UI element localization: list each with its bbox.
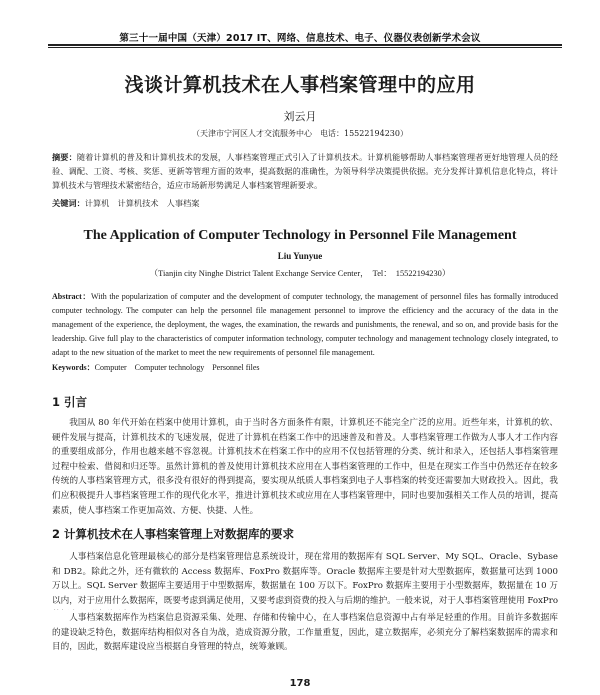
- section-paragraph: 我国从 80 年代开始在档案中使用计算机，由于当时各方面条件有限，计算机还不能完全广泛的应用。近些年来，计算机的软、硬件发展与提高，计算机技术的飞速发展，促进了计算机在档案工作中的迅速普及和普及。人事档案管理工作做为人事人才工作内容的重要组成部分，作用也越来越不容忽视。计算机技术在档案工作中的应用不仅包括管理的分类、统计和录入，还包括人事档案管理过程中检索、借阅和归还等。虽然计算机的普及使用计算机技术应用在人事档案管理的工作中，但是在现实工作当中仍然还存在较多传统的人事档案管理方式，很多没有很好的得到提高，要实现从纸质人事档案到电子人事档案的转变还需要加大财政投入。因此，我们应积极提升人事档案管理工作的现代化水平，推进计算机技术或应用在人事档案管理中，同时也要加强相关工作人员的培训，提高素质，使人事档案工作更加高效、方便、快捷、人性。: [52, 418, 558, 516]
- title-english: The Application of Computer Technology in Personnel File Management: [83, 228, 517, 243]
- abstract-english: [52, 290, 558, 362]
- section-heading-introduction: 1 引言: [52, 395, 88, 409]
- author-english: Liu Yunyue: [277, 251, 323, 261]
- abstract-chinese-text: 随着计算机的普及和计算机技术的发展，人事档案管理正式引入了计算机技术。计算机能够帮助人事档案管理者更好地管理人员的经验、调配、工资、考核、奖惩、更新等管理方面的效率，提高数据的准确性，为领导科学决策提供依据。充分发挥计算机信息化特点，将计算机技术与管理技术紧密结合，适应市场新形势满足人事档案管理新要求。: [52, 152, 558, 190]
- section-paragraph: 人事档案数据库作为档案信息资源采集、处理、存储和传输中心，在人事档案信息资源中占有举足轻重的作用。目前许多数据库的建设缺乏特色，数据库结构相似对各自为战，造成资源分散，工作量重复，因此，建立数据库，必须充分了解档案数据库的需求和目的，因此，数据库建设应当根据自身管理的特点，统筹兼顾。: [52, 613, 558, 653]
- affiliation-chinese: （天津市宁河区人才交流服务中心 电话：15522194230）: [192, 129, 408, 138]
- section-paragraph: 人事档案信息化管理最核心的部分是档案管理信息系统设计，现在常用的数据库有 SQL Server、My SQL、Oracle、Sybase 和 DB2。除此之外，还有微软的 Access 数据库、FoxPro 数据库等。Oracle 数据库主要是针对大型数据库，数据量可达到 1000 万以上。SQL Server 数据库主要适用于中型数据库，数据量在 100 万以下。FoxPro 数据库主要用于小型数据库，数据量在 10 万以内，对于应用什么数据库，既要考虑到满足使用，又要考虑到资费的投入与后期的维护。一般来说，对于人事档案管理使用 FoxPro: [52, 552, 558, 606]
- keywords-chinese: [52, 196, 558, 210]
- running-header: 第三十一届中国（天津）2017 IT、网络、信息技术、电子、仪器仪表创新学术会议: [119, 33, 481, 44]
- section-heading-database: 2 计算机技术在人事档案管理上对数据库的要求: [52, 527, 295, 541]
- keywords-chinese-label: 关键词：: [52, 198, 85, 208]
- abstract-english-text: With the popularization of computer and the development of computer technology, the management of personnel files has formally introduced computer technology. The computer can help the personnel file management personnel to improve the efficiency and the accuracy of the data in the management of the experience, the deployment, the wages, the examination, the rewards and punishments, the renewal, and so on, and provide basis for the leadership. Give full play to the characteristics of computer information technology, computer technology and management technology closely integrated, to adapt to the new situation of the market to meet the new requirements of personnel file management.: [52, 292, 558, 357]
- header-rule: [48, 44, 562, 46]
- header-rule-thin: [48, 47, 562, 48]
- author-chinese: 刘云月: [283, 110, 317, 123]
- keywords-chinese-text: 计算机 计算机技术 人事档案: [84, 198, 200, 208]
- keywords-english-label: Keywords：: [52, 363, 95, 372]
- affiliation-english: （Tianjin city Ninghe District Talent Exchange Service Center， Tel： 15522194230）: [149, 269, 451, 278]
- title-chinese: 浅谈计算机技术在人事档案管理中的应用: [124, 74, 476, 96]
- abstract-chinese-label: 摘要：: [52, 152, 77, 162]
- keywords-english: [52, 362, 558, 373]
- page-number: 178: [289, 678, 311, 689]
- abstract-english-label: Abstract：: [52, 292, 92, 301]
- keywords-english-text: Computer Computer technology Personnel files: [94, 363, 260, 372]
- abstract-chinese: [52, 150, 558, 194]
